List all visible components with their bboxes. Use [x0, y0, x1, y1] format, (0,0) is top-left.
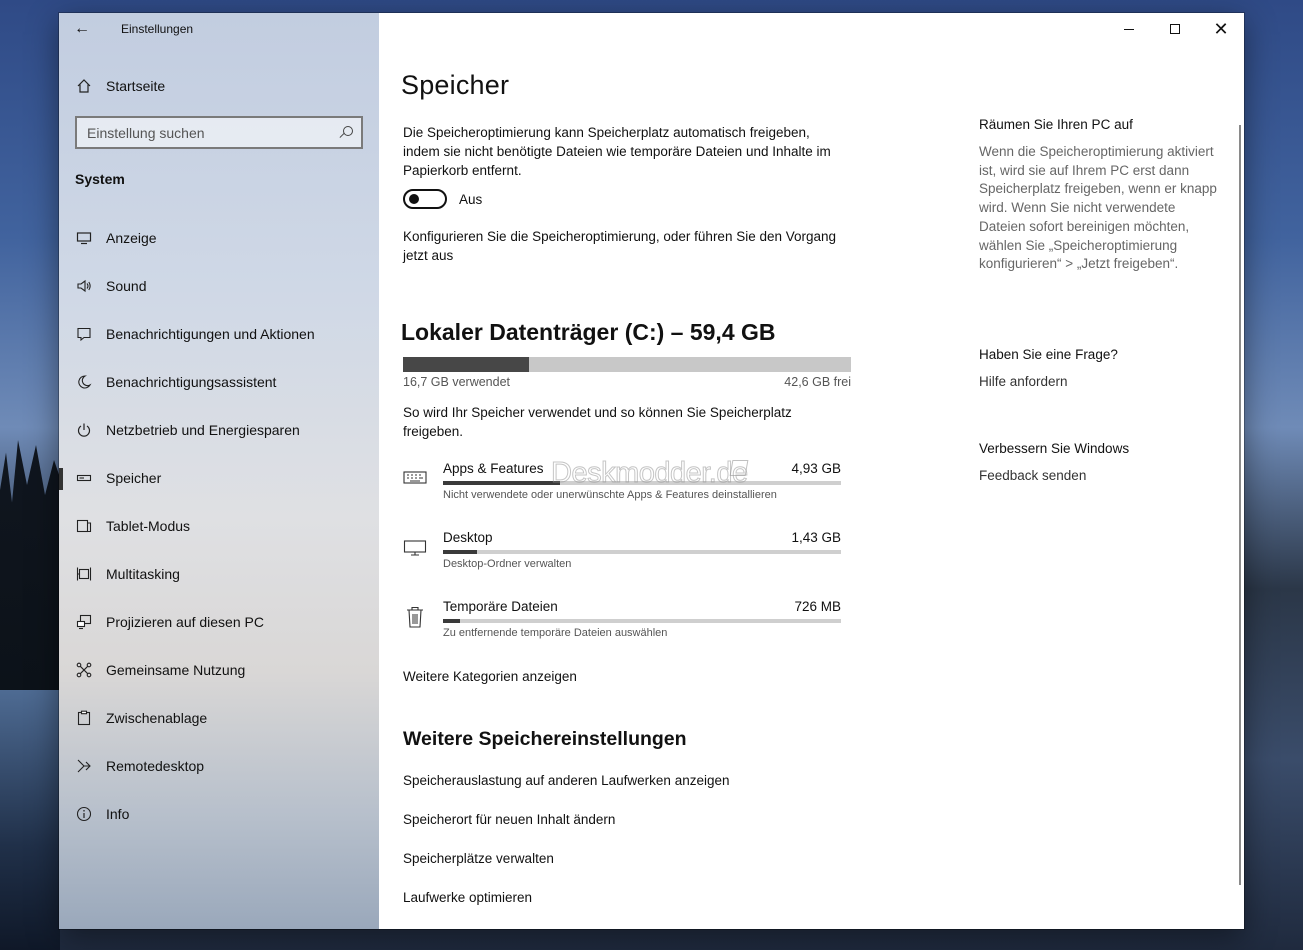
section-label: System — [75, 171, 125, 187]
sidebar-item-label: Startseite — [106, 78, 166, 94]
sidebar-item-label: Remotedesktop — [106, 758, 205, 774]
info-icon — [76, 806, 92, 822]
category-size: 726 MB — [794, 599, 841, 614]
storage-sense-toggle[interactable] — [403, 189, 447, 209]
category-temp-files[interactable] — [403, 599, 843, 659]
storage-sense-description: Die Speicheroptimierung kann Speicherplatz automatisch freigeben, indem sie nicht benötigte Dateien wie temporäre Dateien und Inhalte im Papierkorb entfernt. — [403, 125, 831, 178]
get-help-link[interactable]: Hilfe anfordern — [979, 374, 1068, 389]
keyboard-icon — [403, 467, 427, 489]
sidebar-item-label: Benachrichtigungen und Aktionen — [106, 326, 315, 342]
watermark-pencil-icon — [730, 460, 749, 476]
moon-icon — [76, 374, 92, 390]
sidebar-nav — [59, 214, 379, 838]
sidebar-item-label: Speicher — [106, 470, 162, 486]
speaker-icon — [76, 278, 92, 294]
sidebar-item-label: Sound — [106, 278, 147, 294]
storage-sense-toggle-row — [403, 189, 482, 209]
change-save-location-link[interactable]: Speicherort für neuen Inhalt ändern — [403, 812, 616, 827]
sidebar-item-remote-desktop[interactable] — [59, 742, 379, 790]
sidebar-item-label: Projizieren auf diesen PC — [106, 614, 264, 630]
back-arrow-icon: ← — [74, 20, 90, 37]
sidebar-item-multitasking[interactable] — [59, 550, 379, 598]
usage-description: So wird Ihr Speicher verwendet und so können Sie Speicherplatz freigeben. — [403, 405, 792, 439]
power-icon — [76, 422, 92, 438]
category-name: Desktop — [443, 530, 493, 545]
category-size: 4,93 GB — [791, 461, 841, 476]
category-name: Apps & Features — [443, 461, 544, 476]
sidebar-item-label: Anzeige — [106, 230, 157, 246]
search-icon[interactable] — [339, 126, 353, 140]
share-icon — [76, 662, 92, 678]
category-subtext: Nicht verwendete oder unerwünschte Apps & Features deinstallieren — [443, 489, 777, 501]
cleanup-heading: Räumen Sie Ihren PC auf — [979, 117, 1133, 132]
desktop-icon — [403, 536, 427, 558]
sidebar-item-power[interactable] — [59, 406, 379, 454]
optimize-drives-link[interactable]: Laufwerke optimieren — [403, 890, 533, 905]
tablet-icon — [76, 518, 92, 534]
drive-title: Lokaler Datenträger (C:) – 59,4 GB — [401, 319, 776, 345]
category-subtext: Desktop-Ordner verwalten — [443, 558, 572, 570]
storage-icon — [76, 470, 92, 486]
category-usage-bar-fill — [443, 481, 560, 485]
sidebar-item-label: Benachrichtigungsassistent — [106, 374, 277, 390]
category-desktop[interactable] — [403, 530, 843, 590]
sidebar-item-focus-assist[interactable] — [59, 358, 379, 406]
scrollbar[interactable] — [1239, 125, 1241, 885]
desktop-background-water — [0, 690, 60, 950]
category-subtext: Zu entfernende temporäre Dateien auswählen — [443, 627, 668, 639]
window-controls — [1106, 13, 1244, 45]
sidebar-item-label: Gemeinsame Nutzung — [106, 662, 246, 678]
sidebar-item-label: Zwischenablage — [106, 710, 208, 726]
category-usage-bar — [443, 619, 841, 623]
toggle-state-label: Aus — [459, 191, 483, 207]
sidebar-item-info[interactable] — [59, 790, 379, 838]
titlebar — [59, 13, 379, 45]
project-icon — [76, 614, 92, 630]
maximize-icon — [1170, 24, 1180, 34]
sidebar-item-clipboard[interactable] — [59, 694, 379, 742]
close-icon: ✕ — [1213, 19, 1229, 39]
sidebar-item-label: Tablet-Modus — [106, 518, 191, 534]
search-input[interactable] — [87, 125, 317, 141]
sidebar-item-label: Multitasking — [106, 566, 180, 582]
other-drives-usage-link[interactable]: Speicherauslastung auf anderen Laufwerken anzeigen — [403, 773, 730, 788]
feedback-link[interactable]: Feedback senden — [979, 468, 1087, 483]
sidebar-item-sound[interactable] — [59, 262, 379, 310]
settings-window — [59, 13, 1244, 929]
trash-icon — [403, 605, 427, 627]
multitasking-icon — [76, 566, 92, 582]
improve-heading: Verbessern Sie Windows — [979, 441, 1130, 456]
notification-icon — [76, 326, 92, 342]
category-usage-bar — [443, 550, 841, 554]
sidebar-item-share[interactable] — [59, 646, 379, 694]
back-button[interactable] — [59, 13, 105, 45]
category-usage-bar-fill — [443, 619, 460, 623]
app-title: Einstellungen — [121, 22, 194, 36]
drive-usage-bar-fill — [403, 357, 529, 372]
configure-storage-sense-link[interactable]: Konfigurieren Sie die Speicheroptimierung, oder führen Sie den Vorgang jetzt aus — [403, 229, 837, 263]
desktop-background-trees — [0, 440, 60, 690]
close-button[interactable] — [1198, 13, 1244, 45]
main-content — [379, 13, 1244, 929]
category-size: 1,43 GB — [791, 530, 841, 545]
remote-icon — [76, 758, 92, 774]
sidebar — [59, 13, 379, 929]
sidebar-item-tablet-mode[interactable] — [59, 502, 379, 550]
category-usage-bar-fill — [443, 550, 477, 554]
sidebar-item-anzeige[interactable] — [59, 214, 379, 262]
sidebar-item-label: Info — [106, 806, 130, 822]
sidebar-item-label: Netzbetrieb und Energiesparen — [106, 422, 300, 438]
minimize-button[interactable] — [1106, 13, 1152, 45]
monitor-icon — [76, 230, 92, 246]
search-box[interactable] — [75, 116, 363, 149]
manage-storage-spaces-link[interactable]: Speicherplätze verwalten — [403, 851, 554, 866]
question-heading: Haben Sie eine Frage? — [979, 347, 1118, 362]
maximize-button[interactable] — [1152, 13, 1198, 45]
drive-used-label: 16,7 GB verwendet — [403, 375, 511, 389]
drive-free-label: 42,6 GB frei — [784, 375, 851, 389]
show-more-categories-link[interactable]: Weitere Kategorien anzeigen — [403, 669, 577, 684]
sidebar-item-notifications[interactable] — [59, 310, 379, 358]
sidebar-item-project[interactable] — [59, 598, 379, 646]
watermark: Deskmodder.de — [551, 457, 748, 489]
minimize-icon — [1124, 29, 1134, 30]
clipboard-icon — [76, 710, 92, 726]
sidebar-item-storage[interactable] — [59, 454, 379, 502]
drive-usage-bar — [403, 357, 851, 372]
category-name: Temporäre Dateien — [443, 599, 558, 614]
cleanup-text: Wenn die Speicheroptimierung aktiviert ist, wird sie auf Ihrem PC erst dann Speicherplatz freigeben, wenn er knapp wird. Wenn Sie nicht verwendete Dateien sofort bereinigen möchten, wählen Sie „Speicheroptimierung konfigurieren“ > „Jetzt freigeben“. — [979, 144, 1217, 272]
more-settings-heading: Weitere Speichereinstellungen — [403, 728, 687, 750]
sidebar-item-home[interactable] — [59, 71, 379, 101]
page-title: Speicher — [401, 70, 510, 100]
home-icon — [76, 78, 92, 94]
